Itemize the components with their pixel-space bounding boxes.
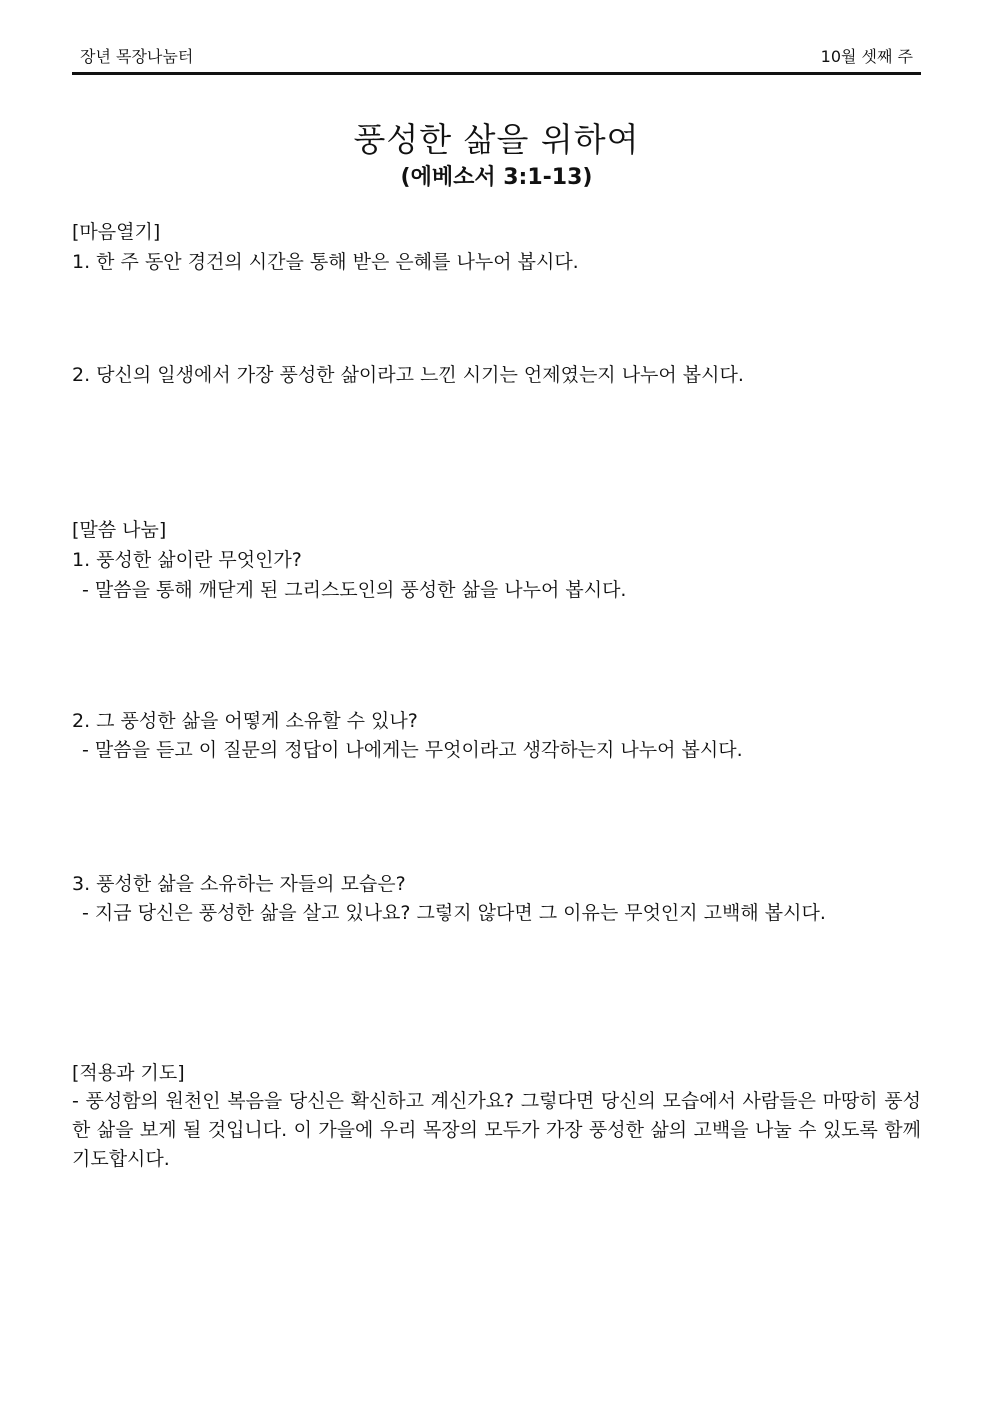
section-heading-application: [적용과 기도] xyxy=(72,1062,185,1084)
header-divider xyxy=(72,72,921,75)
sharing-question-1-detail: - 말씀을 통해 깨닫게 된 그리스도인의 풍성한 삶을 나누어 봅시다. xyxy=(82,579,627,601)
page-title: 풍성한 삶을 위하여 xyxy=(353,120,640,159)
application-prayer-paragraph: - 풍성함의 원천인 복음을 당신은 확신하고 계신가요? 그렇다면 당신의 모습에서 사람들은 마땅히 풍성한 삶을 보게 될 것입니다. 이 가을에 우리 목장의 모두가 가장 풍성한 삶의 고백을 나눌 수 있도록 함께 기도합시다. xyxy=(72,1090,921,1170)
sharing-question-3: 3. 풍성한 삶을 소유하는 자들의 모습은? xyxy=(72,873,406,895)
opening-question-1: 1. 한 주 동안 경건의 시간을 통해 받은 은혜를 나누어 봅시다. xyxy=(72,251,579,273)
sharing-question-2-detail: - 말씀을 듣고 이 질문의 정답이 나에게는 무엇이라고 생각하는지 나누어 봅시다. xyxy=(82,739,743,761)
section-heading-opening: [마음열기] xyxy=(72,221,161,243)
scripture-reference: (에베소서 3:1-13) xyxy=(400,165,593,190)
sharing-question-3-detail: - 지금 당신은 풍성한 삶을 살고 있나요? 그렇지 않다면 그 이유는 무엇인지 고백해 봅시다. xyxy=(82,902,826,924)
page-header xyxy=(72,44,921,68)
sharing-question-1: 1. 풍성한 삶이란 무엇인가? xyxy=(72,549,302,571)
sharing-question-2: 2. 그 풍성한 삶을 어떻게 소유할 수 있나? xyxy=(72,710,418,732)
opening-question-2: 2. 당신의 일생에서 가장 풍성한 삶이라고 느낀 시기는 언제였는지 나누어 봅시다. xyxy=(72,364,744,386)
header-week: 10월 셋째 주 xyxy=(820,47,913,66)
header-group-name: 장년 목장나눔터 xyxy=(80,47,194,66)
section-heading-word-sharing: [말씀 나눔] xyxy=(72,519,167,541)
